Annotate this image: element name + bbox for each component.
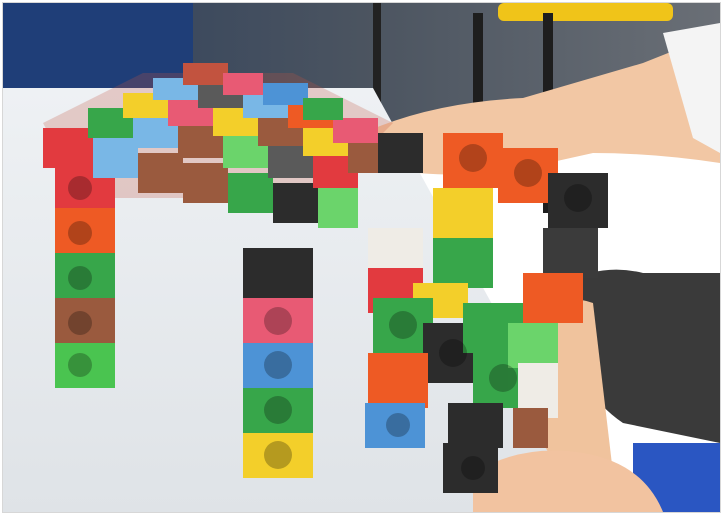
cube (243, 248, 313, 298)
cube-scene (3, 3, 720, 512)
photo (2, 2, 721, 513)
cube (368, 228, 423, 268)
yellow-chair (498, 3, 673, 21)
